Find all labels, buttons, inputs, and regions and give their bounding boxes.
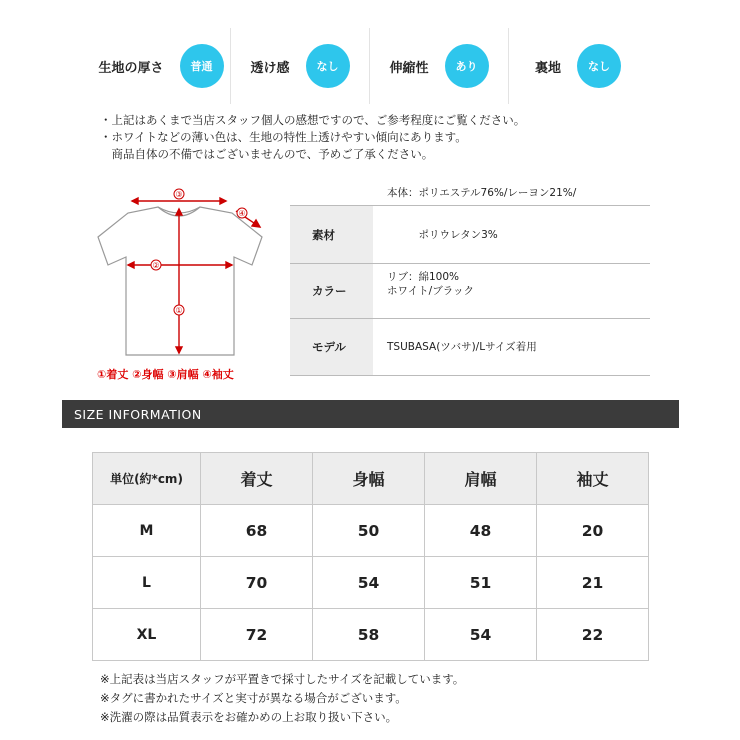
footnote-line: ※タグに書かれたサイズと実寸が異なる場合がございます。 [100, 691, 407, 705]
spec-key: モデル [290, 319, 373, 375]
attr-badge: 普通 [180, 44, 224, 88]
size-label: XL [93, 609, 201, 661]
table-cell: 21 [537, 557, 649, 609]
footnote-line: ※洗濯の際は品質表示をお確かめの上お取り扱い下さい。 [100, 710, 398, 724]
column-header: 肩幅 [425, 453, 537, 505]
attr-thickness [92, 28, 230, 104]
column-header: 袖丈 [537, 453, 649, 505]
note-line: 商品自体の不備ではございませんので、予めご了承ください。 [100, 147, 434, 161]
attr-lining [508, 28, 647, 104]
attr-label: 伸縮性 [389, 60, 429, 76]
table-row [93, 609, 649, 661]
table-cell: 54 [313, 557, 425, 609]
spec-line: リブ：綿100% [387, 270, 460, 283]
size-table-header-row [93, 453, 649, 505]
spec-value [373, 319, 650, 375]
spec-line: TSUBASA(ツバサ)/Lサイズ着用 [387, 341, 537, 353]
table-cell: 72 [201, 609, 313, 661]
table-cell: 54 [425, 609, 537, 661]
spec-key: カラー [290, 264, 373, 318]
size-label: M [93, 505, 201, 557]
size-table [92, 452, 649, 661]
fabric-attributes [92, 28, 647, 104]
table-cell: 50 [313, 505, 425, 557]
table-cell: 70 [201, 557, 313, 609]
table-cell: 22 [537, 609, 649, 661]
column-header: 着丈 [201, 453, 313, 505]
mark-length: ① [175, 306, 183, 315]
attr-badge: なし [306, 44, 350, 88]
spec-key: 素材 [290, 206, 373, 263]
diagram-legend: ①着丈 ②身幅 ③肩幅 ④袖丈 [97, 368, 234, 381]
size-information-header: SIZE INFORMATION [62, 400, 679, 428]
attr-stretch [369, 28, 508, 104]
spec-row-color [290, 264, 650, 319]
spec-row-material [290, 186, 650, 283]
note-line: ・ホワイトなどの薄い色は、生地の特性上透けやすい傾向にあります。 [100, 130, 467, 144]
notes [100, 112, 525, 163]
tshirt-diagram [96, 185, 276, 385]
attr-badge: なし [577, 44, 621, 88]
size-label: L [93, 557, 201, 609]
table-row [93, 505, 649, 557]
mark-chest: ② [152, 261, 160, 270]
spec-row-model [290, 319, 650, 376]
mark-sleeve: ④ [238, 209, 246, 218]
attr-label: 透け感 [250, 60, 290, 76]
table-cell: 48 [425, 505, 537, 557]
table-row [93, 557, 649, 609]
attr-badge: あり [445, 44, 489, 88]
spec-value [373, 264, 650, 318]
table-cell: 20 [537, 505, 649, 557]
column-header: 単位(約*cm) [93, 453, 201, 505]
table-cell: 58 [313, 609, 425, 661]
tshirt-outline-icon [98, 207, 262, 355]
spec-table [290, 186, 650, 376]
spec-value [373, 186, 650, 283]
mark-shoulder: ③ [175, 190, 183, 199]
spec-line: 本体：ポリエステル76%/レーヨン21%/ [387, 186, 577, 199]
footnotes [100, 670, 464, 727]
attr-label: 裏地 [534, 60, 561, 76]
spec-line: ホワイト/ブラック [387, 285, 475, 297]
spec-line: ポリウレタン3% [387, 228, 498, 241]
footnote-line: ※上記表は当店スタッフが平置きで採寸したサイズを記載しています。 [100, 672, 465, 686]
note-line: ・上記はあくまで当店スタッフ個人の感想ですので、ご参考程度にご覧ください。 [100, 113, 526, 127]
column-header: 身幅 [313, 453, 425, 505]
table-cell: 51 [425, 557, 537, 609]
attr-label: 生地の厚さ [98, 60, 164, 76]
attr-sheerness [230, 28, 369, 104]
table-cell: 68 [201, 505, 313, 557]
